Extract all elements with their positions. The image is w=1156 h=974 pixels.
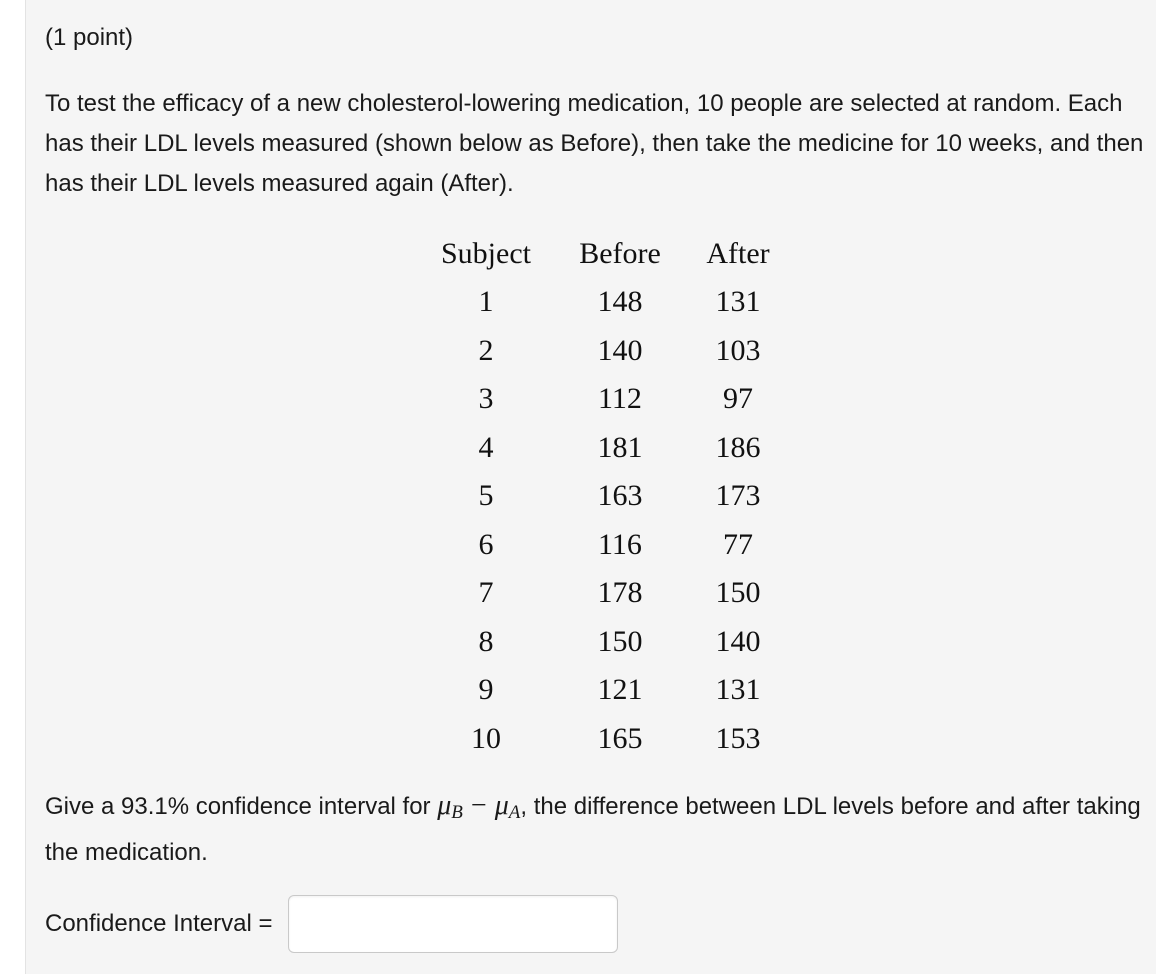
- table-row: [420, 327, 788, 376]
- after-cell: 131: [715, 673, 761, 707]
- table-row: [420, 375, 788, 424]
- subject-cell: 1: [478, 285, 494, 319]
- table-row: [420, 715, 788, 764]
- table-row: [420, 618, 788, 667]
- subject-cell: 4: [478, 430, 494, 464]
- before-cell: 150: [597, 624, 643, 658]
- confidence-interval-label: Confidence Interval =: [45, 910, 273, 937]
- before-cell: 148: [597, 285, 643, 319]
- subject-cell: 9: [478, 673, 494, 707]
- header-subject: Subject: [441, 237, 531, 270]
- confidence-interval-input[interactable]: [288, 895, 618, 953]
- question-text: [45, 786, 1150, 873]
- after-cell: 140: [715, 624, 761, 658]
- subject-cell: 3: [478, 382, 494, 416]
- mu-b-symbol: μ: [437, 790, 452, 821]
- header-before: Before: [579, 237, 661, 270]
- subject-cell: 2: [478, 333, 494, 367]
- table-row: [420, 424, 788, 473]
- after-cell: 131: [715, 285, 761, 319]
- subject-cell: 5: [478, 479, 494, 513]
- before-cell: 140: [597, 333, 643, 367]
- header-after: After: [706, 237, 770, 270]
- subject-cell: 6: [478, 527, 494, 561]
- table-row: [420, 278, 788, 327]
- after-cell: 186: [715, 430, 761, 464]
- subject-cell: 10: [471, 721, 501, 755]
- table-row: [420, 569, 788, 618]
- minus-symbol: −: [470, 790, 487, 821]
- after-cell: 97: [723, 382, 753, 416]
- before-cell: 181: [597, 430, 643, 464]
- question-text-before: Give a 93.1% confidence interval for: [45, 793, 438, 820]
- before-cell: 165: [597, 721, 643, 755]
- points-label: (1 point): [45, 24, 134, 51]
- math-expression: [437, 790, 520, 821]
- problem-intro-text: To test the efficacy of a new cholesterol-lowering medication, 10 people are selected at random. Each has their LDL levels measured (shown below as Before), then take the medicine for 10 weeks, and then has their LDL levels measured again (After).: [45, 90, 1144, 197]
- after-cell: 153: [715, 721, 761, 755]
- table-row: [420, 472, 788, 521]
- before-cell: 178: [597, 576, 643, 610]
- subject-cell: 7: [478, 576, 494, 610]
- before-cell: 163: [597, 479, 643, 513]
- after-cell: 103: [715, 333, 761, 367]
- before-cell: 121: [597, 673, 643, 707]
- subject-cell: 8: [478, 624, 494, 658]
- mu-a-subscript: A: [508, 802, 521, 823]
- after-cell: 77: [723, 527, 753, 561]
- table-row: [420, 666, 788, 715]
- ldl-data-table: [420, 230, 788, 763]
- answer-row: [45, 894, 618, 954]
- table-row: [420, 521, 788, 570]
- table-header-row: [420, 230, 788, 278]
- mu-b-subscript: B: [451, 802, 463, 823]
- mu-a-symbol: μ: [494, 790, 509, 821]
- before-cell: 112: [598, 382, 642, 416]
- after-cell: 150: [715, 576, 761, 610]
- question-text-after: , the difference between LDL levels before and after taking the medication.: [45, 793, 1141, 866]
- after-cell: 173: [715, 479, 761, 513]
- before-cell: 116: [598, 527, 642, 561]
